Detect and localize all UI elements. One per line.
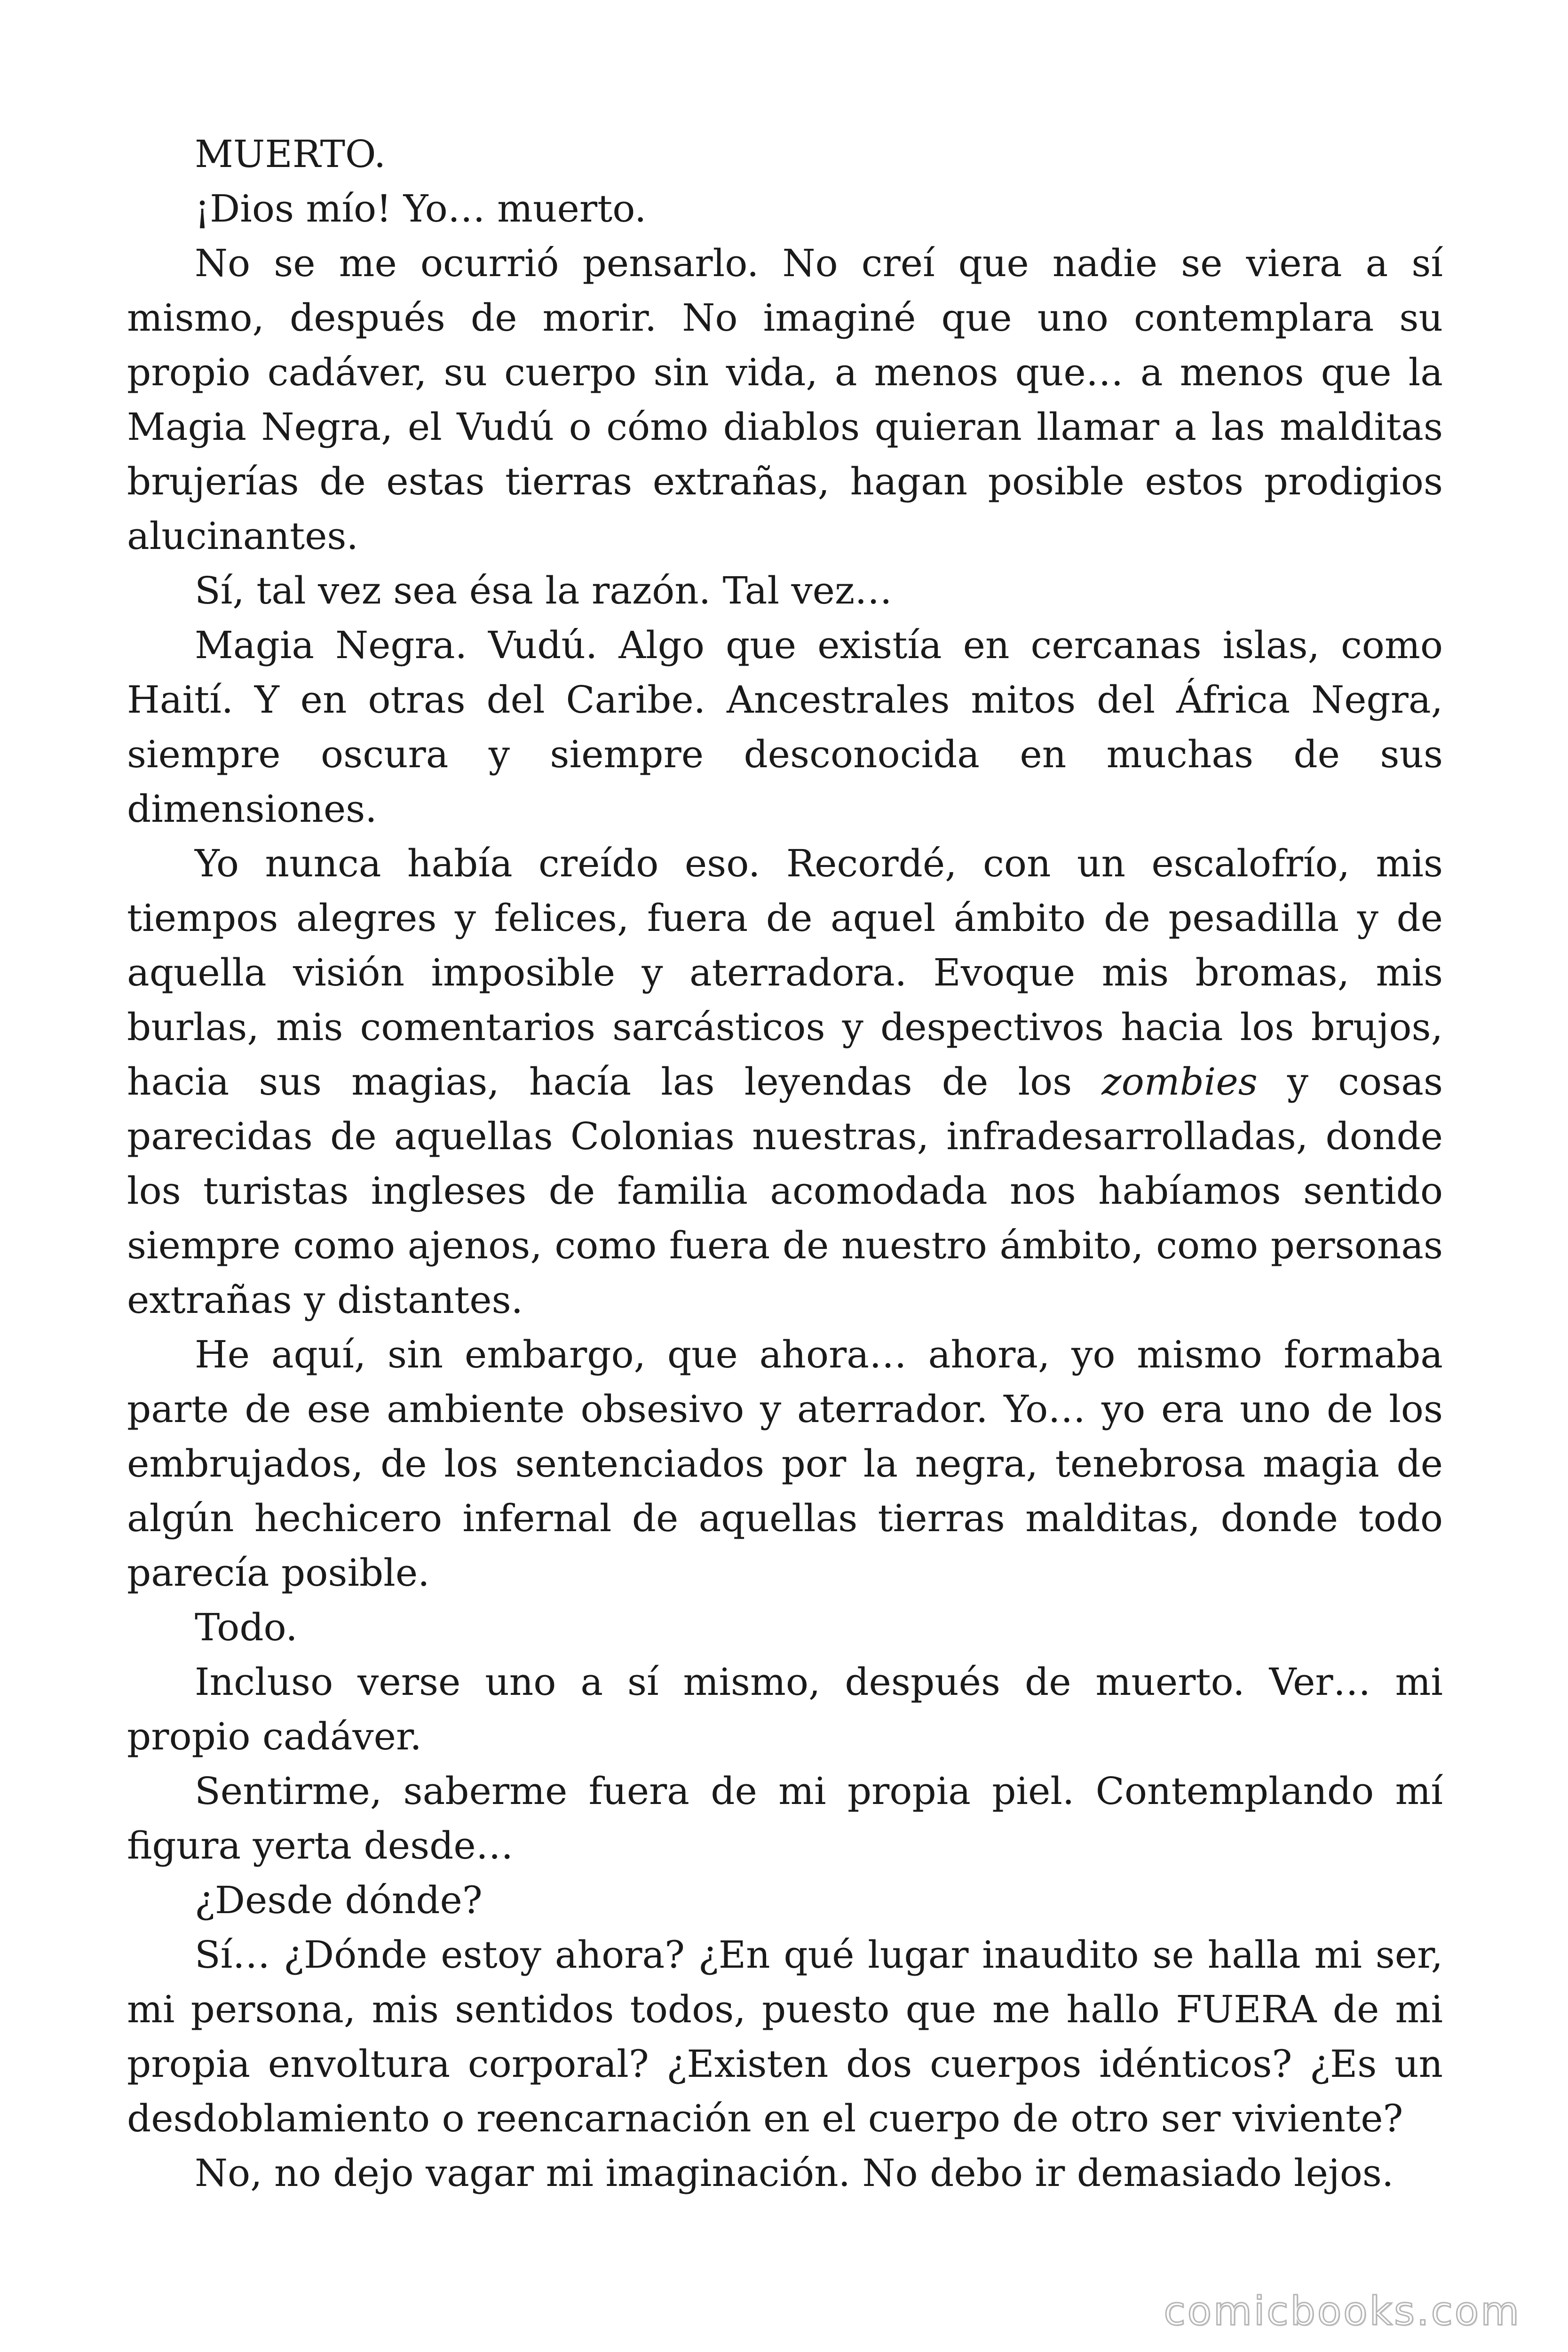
watermark-text: comicbooks.com [1164,2288,1521,2334]
paragraph-9: Incluso verse uno a sí mismo, después de muerto. Ver… mi propio cadáver. [127,1660,1443,1758]
paragraph-4: Sí, tal vez sea ésa la razón. Tal vez… [195,569,893,612]
paragraph-1: MUERTO. [195,132,386,176]
paragraph-13: No, no dejo vagar mi imaginación. No debo ir demasiado lejos. [195,2151,1394,2195]
paragraph-6-italic-word: zombies [1101,1060,1258,1104]
book-page [127,127,1443,2197]
paragraph-6-text-before: Yo nunca había creído eso. Recordé, con un escalofrío, mis tiempos alegres y felices, fuera de aquel ámbito de pesadilla y de aquella visión imposible y aterradora. Evoque mis bromas, mis burlas, mis comentarios sarcásticos y despectivos hacia los brujos, hacia sus magias, hacía las leyendas de los [127,842,1443,1104]
paragraph-3: No se me ocurrió pensarlo. No creí que nadie se viera a sí mismo, después de morir. No imaginé que uno contemplara su propio cadáver, su cuerpo sin vida, a menos que… a menos que la Magia Negra, el Vudú o cómo diablos quieran llamar a las malditas brujerías de estas tierras extrañas, hagan posible estos prodigios alucinantes. [127,241,1443,558]
paragraph-2: ¡Dios mío! Yo… muerto. [195,187,647,230]
paragraph-11: ¿Desde dónde? [195,1878,483,1922]
paragraph-10: Sentirme, saberme fuera de mi propia piel. Contemplando mí figura yerta desde… [127,1769,1443,1867]
paragraph-6-text-after: y cosas parecidas de aquellas Colonias nuestras, infradesarrolladas, donde los turistas ingleses de familia acomodada nos habíamos sentido siempre como ajenos, como fuera de nuestro ámbito, como personas extrañas y distantes. [127,1060,1443,1322]
paragraph-12: Sí… ¿Dónde estoy ahora? ¿En qué lugar inaudito se halla mi ser, mi persona, mis sentidos todos, puesto que me hallo FUERA de mi propia envoltura corporal? ¿Existen dos cuerpos idénticos? ¿Es un desdoblamiento o reencarnación en el cuerpo de otro ser viviente? [127,1933,1443,2140]
paragraph-6 [127,836,1443,1327]
paragraph-8: Todo. [195,1605,298,1649]
paragraph-5: Magia Negra. Vudú. Algo que existía en cercanas islas, como Haití. Y en otras del Caribe. Ancestrales mitos del África Negra, siempre oscura y siempre desconocida en muchas de sus dimensiones. [127,623,1443,831]
paragraph-7: He aquí, sin embargo, que ahora… ahora, yo mismo formaba parte de ese ambiente obsesivo y aterrador. Yo… yo era uno de los embrujados, de los sentenciados por la negra, tenebrosa magia de algún hechicero infernal de aquellas tierras malditas, donde todo parecía posible. [127,1333,1443,1595]
